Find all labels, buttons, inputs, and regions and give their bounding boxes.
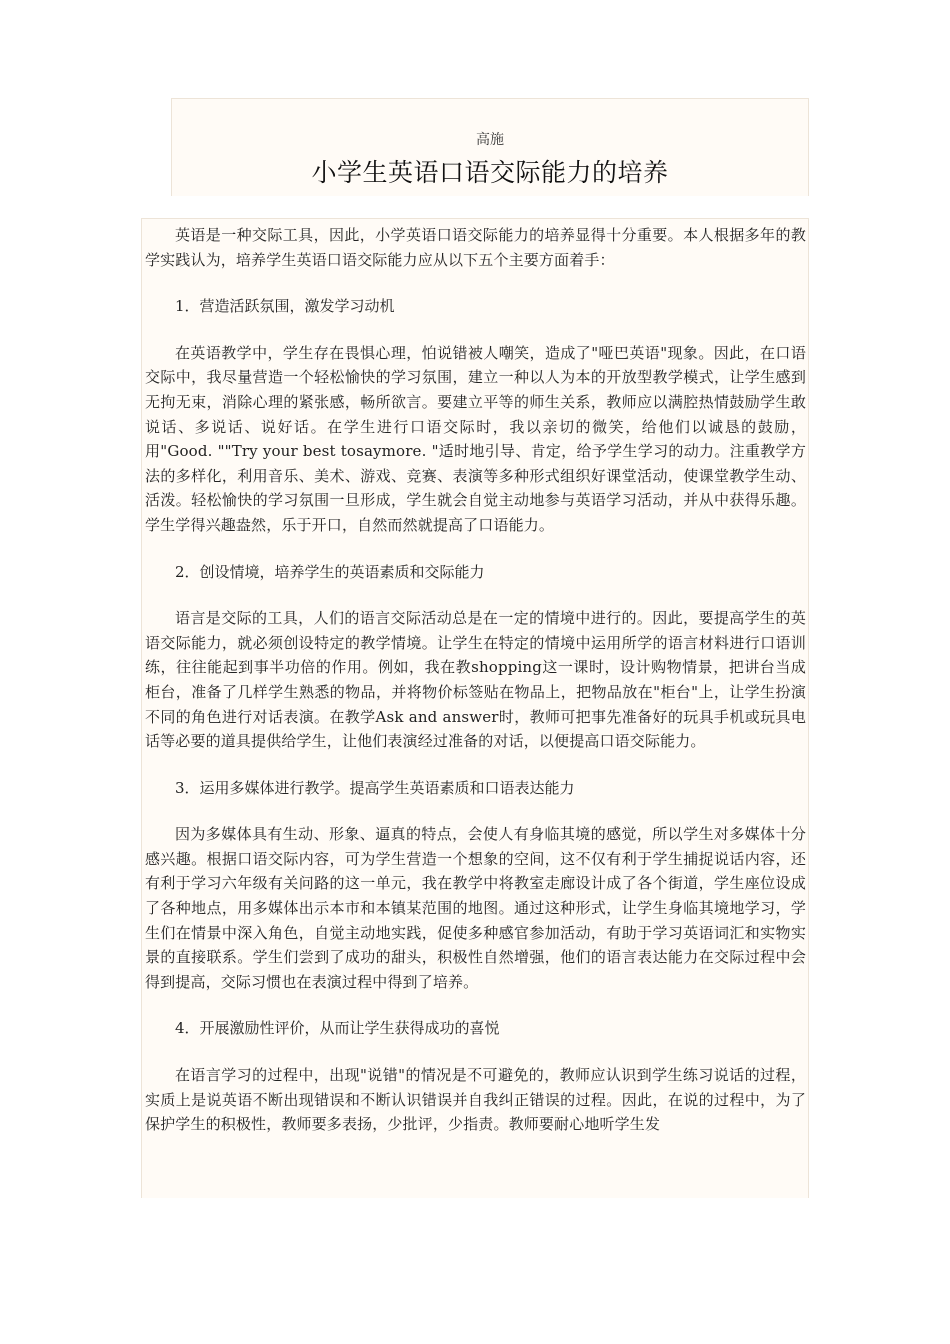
section-paragraph: 语言是交际的工具，人们的语言交际活动总是在一定的情境中进行的。因此，要提高学生的英语交际能力，就必须创设特定的教学情境。让学生在特定的情境中运用所学的语言材料进行口语训练，往往能起到事半功倍的作用。例如，我在教shopping这一课时，设计购物情景，把讲台当成柜台，准备了几样学生熟悉的物品，并将物价标签贴在物品上，把物品放在"柜台"上，让学生扮演不同的角色进行对话表演。在教学Ask and answer时，教师可把事先准备好的玩具手机或玩具电话等必要的道具提供给学生，让他们表演经过准备的对话，以便提高口语交际能力。 — [145, 609, 806, 751]
section-paragraph: 在语言学习的过程中，出现"说错"的情况是不可避免的，教师应认识到学生练习说话的过程，实质上是说英语不断出现错误和不断认识错误并自我纠正错误的过程。因此，在说的过程中，为了保护学生的积极性，教师要多表扬，少批评，少指责。教师要耐心地听学生发 — [145, 1066, 806, 1134]
section-heading: 2．创设情境，培养学生的英语素质和交际能力 — [175, 562, 485, 581]
section-heading: 1．营造活跃氛围，激发学习动机 — [175, 297, 395, 316]
article-header — [171, 98, 809, 196]
section-heading: 3．运用多媒体进行教学。提高学生英语素质和口语表达能力 — [175, 778, 575, 797]
article-title: 小学生英语口语交际能力的培养 — [311, 158, 669, 187]
section-paragraph: 因为多媒体具有生动、形象、逼真的特点，会使人有身临其境的感觉，所以学生对多媒体十分感兴趣。根据口语交际内容，可为学生营造一个想象的空间，这不仅有利于学生捕捉说话内容，还有利于学习六年级有关问路的这一单元，我在教学中将教室走廊设计成了各个街道，学生座位设成了各种地点，用多媒体出示本市和本镇某范围的地图。通过这种形式，让学生身临其境地学习，学生们在情景中深入角色，自觉主动地实践，促使多种感官参加活动，有助于学习英语词汇和实物实景的直接联系。学生们尝到了成功的甜头，积极性自然增强，他们的语言表达能力在交际过程中会得到提高，交际习惯也在表演过程中得到了培养。 — [145, 825, 806, 991]
section-heading: 4．开展激励性评价，从而让学生获得成功的喜悦 — [175, 1019, 500, 1038]
article-body — [141, 218, 809, 1198]
section-paragraph: 在英语教学中，学生存在畏惧心理，怕说错被人嘲笑，造成了"哑巴英语"现象。因此，在口语交际中，我尽量营造一个轻松愉快的学习氛围，建立一种以人为本的开放型教学模式，让学生感到无拘无束，消除心理的紧张感，畅所欲言。要建立平等的师生关系，教师应以满腔热情鼓励学生敢说话、多说话、说好话。在学生进行口语交际时，我以亲切的微笑，给他们以诚恳的鼓励，用"Good. ""Try your best tosaymore. "适时地引导、肯定，给予学生学习的动力。注重教学方法的多样化，利用音乐、美术、游戏、竞赛、表演等多种形式组织好课堂活动，使课堂教学生动、活泼。轻松愉快的学习氛围一旦形成，学生就会自觉主动地参与英语学习活动，并从中获得乐趣。学生学得兴趣盎然，乐于开口，自然而然就提高了口语能力。 — [145, 343, 806, 534]
author-name: 高施 — [476, 132, 504, 148]
intro-paragraph: 英语是一种交际工具，因此，小学英语口语交际能力的培养显得十分重要。本人根据多年的教学实践认为，培养学生英语口语交际能力应从以下五个主要方面着手： — [145, 226, 806, 269]
